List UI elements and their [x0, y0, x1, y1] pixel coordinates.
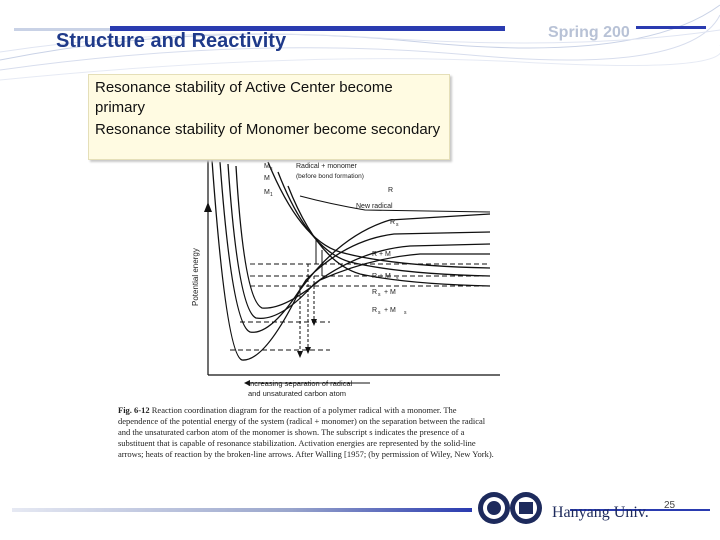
svg-text:s: s: [378, 292, 381, 298]
svg-text:R + M: R + M: [372, 273, 391, 280]
svg-text:Radical + monomer: Radical + monomer: [296, 163, 357, 170]
x-axis-label-line2: and unsaturated carbon atom: [248, 389, 346, 398]
figure-number: Fig. 6-12: [118, 405, 150, 415]
svg-text:s: s: [396, 222, 399, 228]
svg-text:M: M: [264, 163, 270, 170]
bullet-item: Resonance stability of Active Center become primary: [95, 79, 393, 116]
curve-r-ms: [212, 160, 490, 360]
svg-text:+ M: + M: [384, 307, 396, 314]
svg-text:(before bond formation): (before bond formation): [296, 173, 364, 180]
svg-text:M: M: [264, 189, 270, 196]
curve-new-radical: [300, 196, 490, 212]
bullet-item: Resonance stability of Monomer become secondary: [95, 121, 441, 138]
svg-text:M: M: [264, 175, 270, 182]
university-seal-icon: [476, 490, 512, 526]
university-name: Hanyang Univ.: [552, 504, 649, 521]
y-axis-label: Potential energy: [191, 248, 200, 306]
svg-text:R: R: [372, 289, 378, 296]
page-number: 25: [664, 500, 676, 511]
svg-text:s: s: [270, 166, 273, 172]
svg-text:s: s: [378, 310, 381, 316]
slide-title: Structure and Reactivity: [56, 30, 287, 52]
svg-text:R + M: R + M: [372, 251, 391, 258]
x-axis-label: Increasing separation of radical: [248, 379, 353, 388]
svg-text:s: s: [404, 310, 407, 316]
curve-rs-m: [228, 164, 490, 318]
footer-divider: [12, 508, 472, 512]
svg-text:R: R: [390, 219, 396, 226]
curve-rs-ms: [236, 166, 490, 308]
svg-text:R: R: [388, 187, 394, 194]
svg-text:R: R: [372, 307, 378, 314]
caption-text: Reaction coordination diagram for the reaction of a polymer radical with a monomer. The dependence of the potential energy of the system (radical + monomer) on the separation between the radical and the unsaturated carbon atom of the monomer is shown. The subscript s indicates the presence of a substituent that is capable of resonance stabilization. Activation energies are represented by the solid-line arrows; heats of reaction by the broken-line arrows. After Walling [1957; (by permission of Wiley, New York).: [118, 405, 494, 459]
figure-caption: [118, 405, 498, 460]
university-emblem-icon: [508, 490, 544, 526]
semester-label: Spring 200: [548, 24, 630, 41]
svg-text:New radical: New radical: [356, 203, 393, 210]
bullet-box: [88, 74, 450, 160]
svg-text:+ M: + M: [384, 289, 396, 296]
svg-text:1: 1: [270, 192, 273, 198]
svg-text:s: s: [396, 276, 399, 282]
